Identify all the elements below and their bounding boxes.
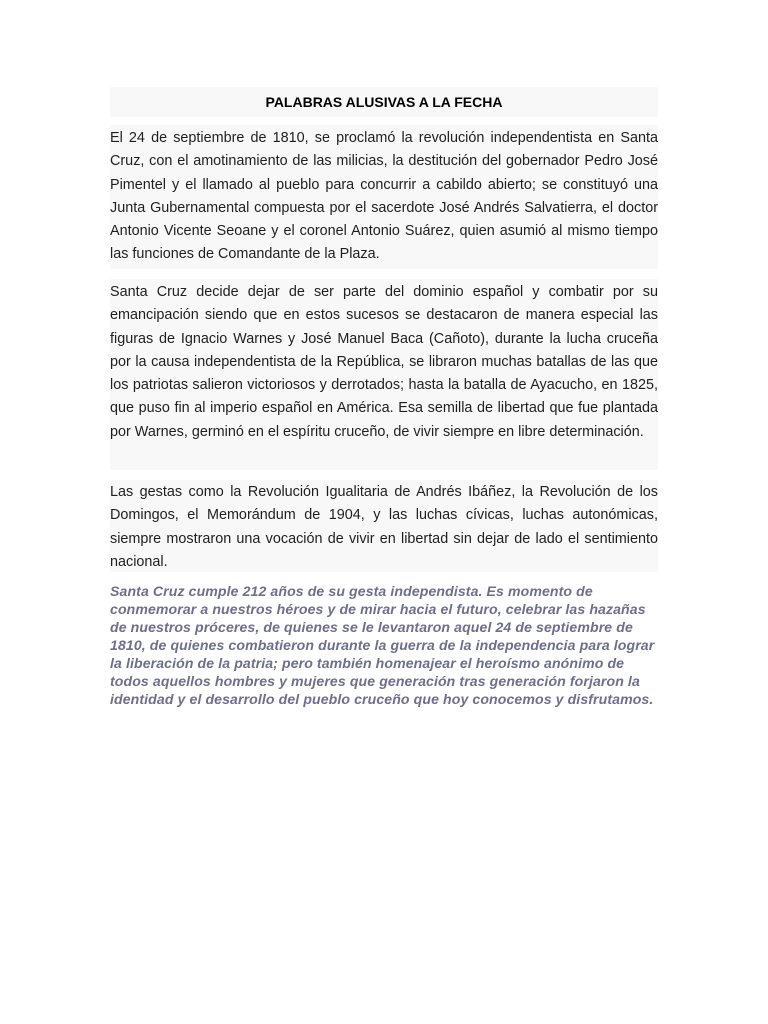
title-block [110,87,658,117]
paragraph-block-2 [110,279,658,470]
paragraph-block-3 [110,480,658,572]
paragraph-3: Las gestas como la Revolución Igualitaria de Andrés Ibáñez, la Revolución de los Domingos, el Memorándum de 1904, y las luchas cívicas, luchas autonómicas, siempre mostraron una vocación de vivir en libertad sin dejar de lado el sentimiento nacional. [110,484,658,570]
paragraph-1: El 24 de septiembre de 1810, se proclamó la revolución independentista en Santa Cruz, con el amotinamiento de las milicias, la destitución del gobernador Pedro José Pimentel y el llamado al pueblo para concurrir a cabildo abierto; se constituyó una Junta Gubernamental compuesta por el sacerdote José Andrés Salvatierra, el doctor Antonio Vicente Seoane y el coronel Antonio Suárez, quien asumió al mismo tiempo las funciones de Comandante de la Plaza. [110,130,658,263]
closing-quote-block [110,582,658,708]
document-title: PALABRAS ALUSIVAS A LA FECHA [265,94,503,110]
closing-quote: Santa Cruz cumple 212 años de su gesta independista. Es momento de conmemorar a nuestros héroes y de mirar hacia el futuro, celebrar las hazañas de nuestros próceres, de quienes se le levantaron aquel 24 de septiembre de 1810, de quienes combatieron durante la guerra de la independencia para lograr la liberación de la patria; pero también homenajear el heroísmo anónimo de todos aquellos hombres y mujeres que generación tras generación forjaron la identidad y el desarrollo del pueblo cruceño que hoy conocemos y disfrutamos. [110,583,655,707]
paragraph-2: Santa Cruz decide dejar de ser parte del dominio español y combatir por su emancipación siendo que en estos sucesos se destacaron de manera especial las figuras de Ignacio Warnes y José Manuel Baca (Cañoto), durante la lucha cruceña por la causa independentista de la República, se libraron muchas batallas de las que los patriotas salieron victoriosos y derrotados; hasta la batalla de Ayacucho, en 1825, que puso fin al imperio español en América. Esa semilla de libertad que fue plantada por Warnes, germinó en el espíritu cruceño, de vivir siempre en libre determinación. [110,284,658,440]
paragraph-block-1 [110,125,658,269]
